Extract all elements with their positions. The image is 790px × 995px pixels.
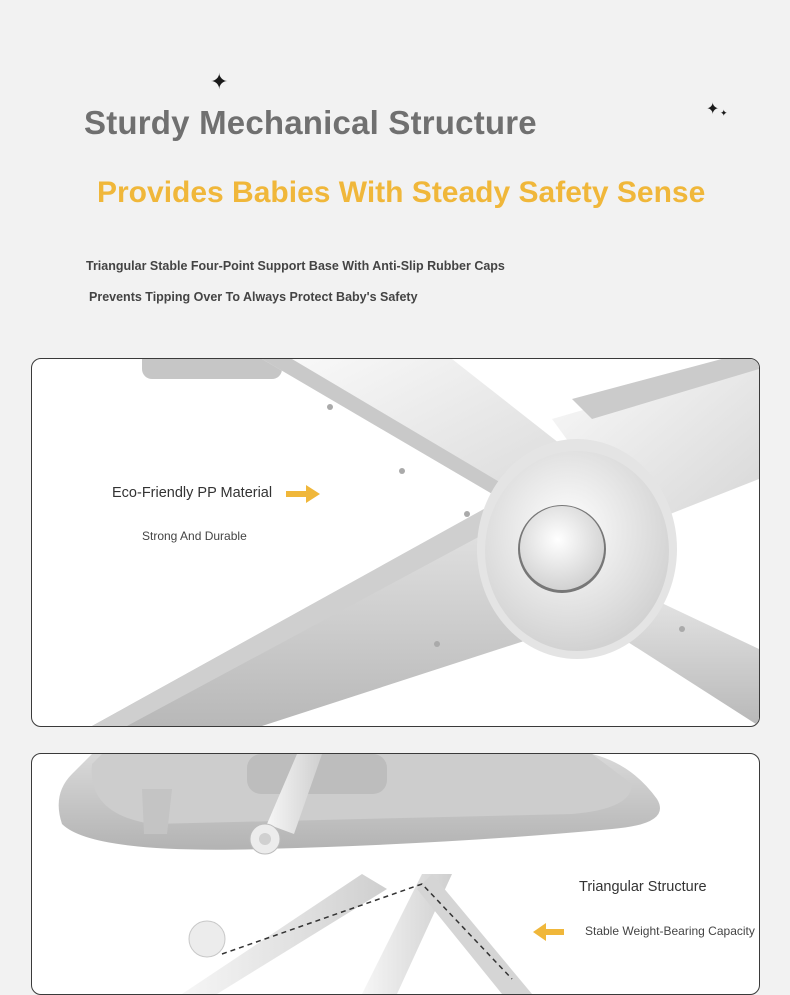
description-line-1: Triangular Stable Four-Point Support Base With Anti-Slip Rubber Caps — [86, 259, 505, 273]
material-label: Eco-Friendly PP Material — [112, 485, 273, 501]
sparkle-icon: ✦ — [210, 69, 229, 94]
seat-base-illustration — [32, 754, 759, 994]
sparkle-icon: ✦ — [706, 101, 720, 118]
description-line-2: Prevents Tipping Over To Always Protect Baby's Safety — [89, 290, 418, 304]
arrow-right-icon — [284, 483, 322, 505]
page-title: Sturdy Mechanical Structure — [84, 104, 537, 141]
joint-closeup-panel — [31, 358, 760, 727]
page-subtitle: Provides Babies With Steady Safety Sense — [97, 176, 706, 209]
sparkle-small-icon: ✦ — [720, 108, 728, 118]
structure-label: Triangular Structure — [579, 879, 707, 895]
arrow-left-icon — [532, 922, 566, 942]
material-sublabel: Strong And Durable — [142, 529, 247, 543]
structure-sublabel: Stable Weight-Bearing Capacity — [585, 924, 755, 938]
seat-base-panel — [31, 753, 760, 995]
